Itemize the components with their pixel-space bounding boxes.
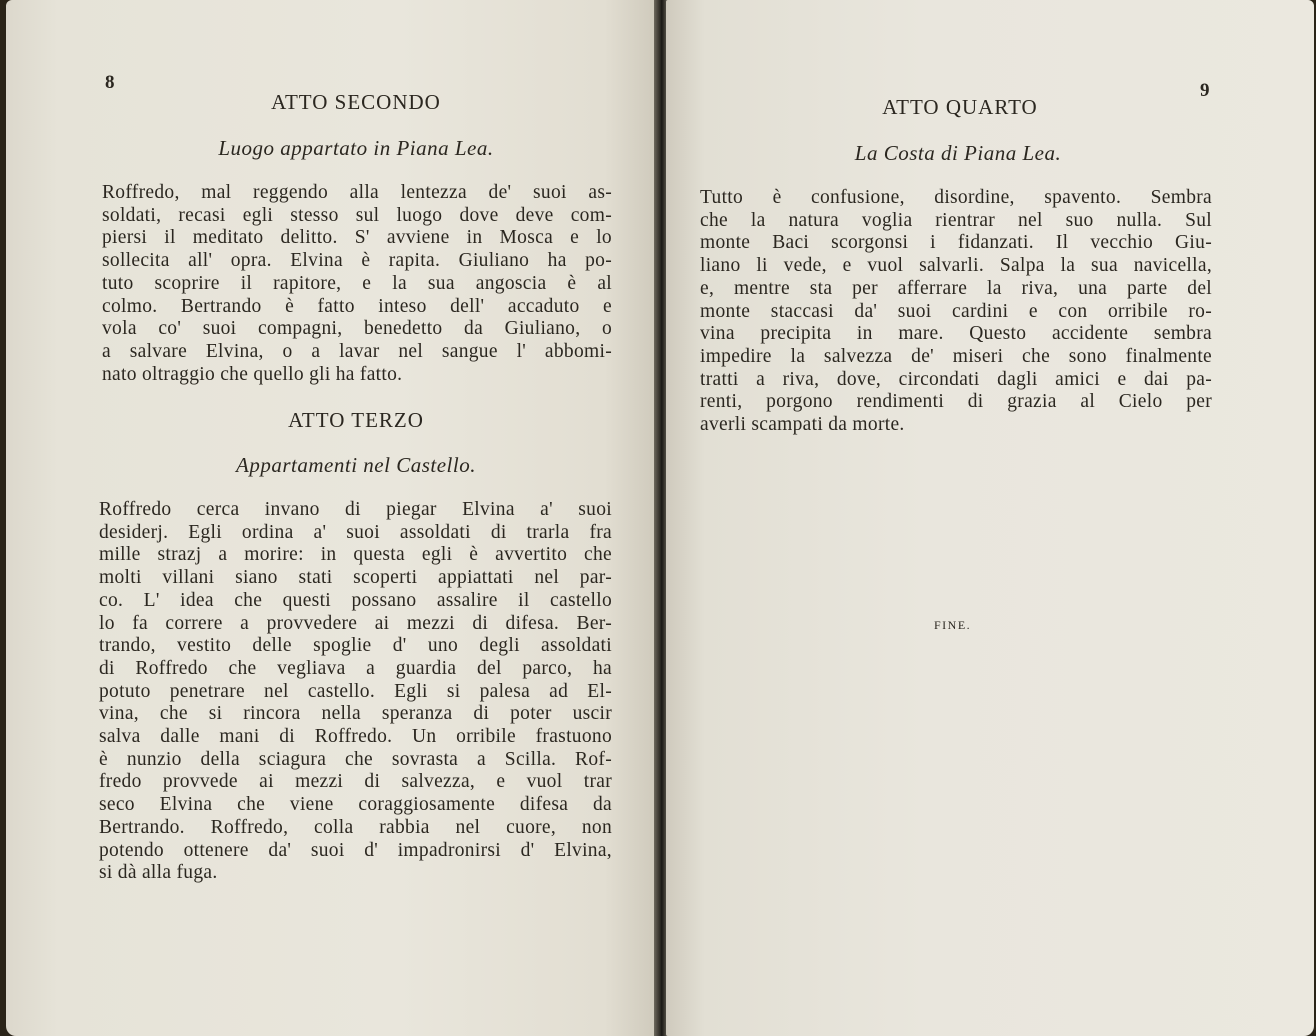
text-line: si dà alla fuga. [99, 862, 218, 884]
text-line: a salvare Elvina, o a lavar nel sangue l' abbomi- [102, 340, 612, 362]
act-two-setting: Luogo appartato in Piana Lea. [218, 136, 494, 160]
text-line: renti, porgono rendimenti di grazia al Cielo per [700, 391, 1212, 413]
act-three-synopsis [99, 499, 612, 885]
act-three-setting: Appartamenti nel Castello. [236, 453, 476, 477]
text-line: di Roffredo che vegliava a guardia del parco, ha [99, 657, 612, 679]
text-line: potuto penetrare nel castello. Egli si palesa ad El- [99, 680, 612, 702]
text-line: tuto scoprire il rapitore, e la sua angoscia è al [102, 272, 612, 294]
act-four-title: ATTO QUARTO [882, 95, 1038, 119]
text-line: liano li vede, e vuol salvarli. Salpa la sua navicella, [700, 255, 1212, 277]
text-line: Roffredo, mal reggendo alla lentezza de' suoi as- [102, 182, 612, 203]
end-mark: FINE. [934, 618, 972, 632]
act-two-synopsis [102, 182, 612, 386]
text-line: piersi il meditato delitto. S' avviene in Mosca e lo [102, 227, 612, 249]
text-line: co. L' idea che questi possano assalire il castello [99, 589, 612, 611]
text-line: soldati, recasi egli stesso sul luogo dove deve com- [102, 204, 612, 226]
text-line: che la natura voglia rientrar nel suo nulla. Sul [700, 209, 1212, 231]
text-line: impedire la salvezza de' miseri che sono finalmente [700, 345, 1212, 367]
text-line: seco Elvina che viene coraggiosamente difesa da [99, 794, 612, 816]
act-three-title: ATTO TERZO [288, 408, 424, 432]
text-line: e, mentre sta per afferrare la riva, una parte del [700, 277, 1212, 299]
text-line: tratti a riva, dove, circondati dagli amici e dai pa- [700, 368, 1212, 390]
text-line: mille strazj a morire: in questa egli è avvertito che [99, 544, 612, 566]
act-four-setting: La Costa di Piana Lea. [854, 141, 1062, 165]
page-number-right: 9 [1200, 80, 1210, 101]
text-line: Bertrando. Roffredo, colla rabbia nel cuore, non [99, 816, 612, 838]
text-line: Tutto è confusione, disordine, spavento. Sembra [700, 187, 1212, 208]
page-number-left: 8 [105, 72, 115, 93]
text-line: monte staccasi da' suoi cardini e con orribile ro- [700, 300, 1212, 322]
text-line: desiderj. Egli ordina a' suoi assoldati di trarla fra [99, 521, 612, 543]
text-line: salva dalle mani di Roffredo. Un orribile frastuono [99, 726, 612, 748]
text-line: potendo ottenere da' suoi d' impadronirsi d' Elvina, [99, 839, 612, 861]
text-line: vina precipita in mare. Questo accidente sembra [700, 323, 1212, 345]
text-line: vina, che si rincora nella speranza di poter uscir [99, 703, 612, 725]
left-page [6, 0, 656, 1036]
text-line: Roffredo cerca invano di piegar Elvina a' suoi [99, 499, 612, 520]
text-line: trando, vestito delle spoglie d' uno degli assoldati [99, 635, 612, 657]
text-line: averli scampati da morte. [700, 414, 905, 436]
text-line: monte Baci scorgonsi i fidanzati. Il vecchio Giu- [700, 232, 1212, 254]
text-line: vola co' suoi compagni, benedetto da Giuliano, o [102, 318, 612, 340]
text-line: fredo provvede ai mezzi di salvezza, e vuol trar [99, 771, 612, 793]
text-line: è nunzio della sciagura che sovrasta a Scilla. Rof- [99, 748, 612, 770]
text-line: nato oltraggio che quello gli ha fatto. [102, 363, 403, 385]
text-line: molti villani siano stati scoperti appiattati nel par- [99, 567, 612, 589]
right-page [666, 0, 1314, 1036]
text-line: sollecita all' opra. Elvina è rapita. Giuliano ha po- [102, 250, 612, 272]
text-line: colmo. Bertrando è fatto inteso dell' accaduto e [102, 295, 612, 317]
act-four-synopsis [700, 187, 1212, 437]
text-line: lo fa correre a provvedere ai mezzi di difesa. Ber- [99, 612, 612, 634]
act-two-title: ATTO SECONDO [271, 90, 441, 114]
